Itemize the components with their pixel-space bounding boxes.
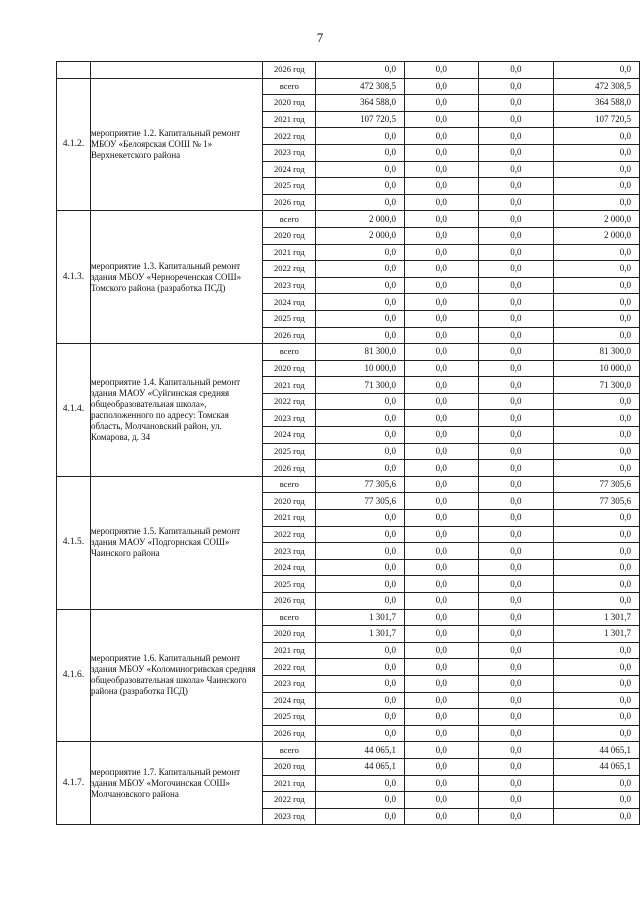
value-cell: 0,0 [554, 709, 640, 726]
value-cell: 0,0 [478, 460, 554, 477]
value-cell: 0,0 [478, 327, 554, 344]
value-cell: 0,0 [554, 559, 640, 576]
value-cell: 0,0 [554, 310, 640, 327]
value-cell: 0,0 [404, 128, 478, 145]
value-cell: 0,0 [478, 161, 554, 178]
value-cell: 0,0 [404, 675, 478, 692]
year-cell: 2022 год [263, 261, 316, 278]
value-cell: 0,0 [404, 294, 478, 311]
value-cell: 0,0 [404, 310, 478, 327]
year-cell: 2023 год [263, 410, 316, 427]
year-cell: 2020 год [263, 758, 316, 775]
value-cell: 0,0 [554, 178, 640, 195]
year-cell: 2026 год [263, 460, 316, 477]
year-cell: 2025 год [263, 443, 316, 460]
year-cell: 2022 год [263, 659, 316, 676]
year-cell: всего [263, 211, 316, 228]
item-name-cell: мероприятие 1.2. Капитальный ремонт МБОУ «Белоярская СОШ № 1» Верхнекетского района [90, 78, 263, 211]
item-name-cell [90, 62, 263, 79]
value-cell: 0,0 [478, 692, 554, 709]
value-cell: 0,0 [316, 443, 405, 460]
value-cell: 0,0 [316, 576, 405, 593]
value-cell: 0,0 [478, 111, 554, 128]
value-cell: 0,0 [316, 427, 405, 444]
value-cell: 0,0 [404, 758, 478, 775]
value-cell: 0,0 [554, 543, 640, 560]
value-cell: 0,0 [316, 775, 405, 792]
value-cell: 0,0 [404, 493, 478, 510]
value-cell: 0,0 [404, 510, 478, 527]
value-cell: 44 065,1 [316, 758, 405, 775]
value-cell: 0,0 [554, 593, 640, 610]
value-cell: 0,0 [554, 692, 640, 709]
value-cell: 2 000,0 [554, 211, 640, 228]
year-cell: 2024 год [263, 161, 316, 178]
year-cell: 2026 год [263, 593, 316, 610]
value-cell: 0,0 [478, 410, 554, 427]
year-cell: 2025 год [263, 178, 316, 195]
value-cell: 0,0 [478, 178, 554, 195]
value-cell: 0,0 [478, 709, 554, 726]
value-cell: 0,0 [478, 78, 554, 95]
value-cell: 107 720,5 [554, 111, 640, 128]
value-cell: 0,0 [404, 576, 478, 593]
value-cell: 0,0 [404, 775, 478, 792]
value-cell: 0,0 [316, 128, 405, 145]
year-cell: 2020 год [263, 360, 316, 377]
year-cell: 2020 год [263, 227, 316, 244]
value-cell: 0,0 [478, 526, 554, 543]
year-cell: 2023 год [263, 675, 316, 692]
value-cell: 0,0 [478, 593, 554, 610]
value-cell: 1 301,7 [316, 626, 405, 643]
value-cell: 0,0 [478, 211, 554, 228]
item-number-cell: 4.1.2. [57, 78, 91, 211]
value-cell: 0,0 [404, 792, 478, 809]
value-cell: 0,0 [478, 642, 554, 659]
year-cell: 2021 год [263, 775, 316, 792]
value-cell: 0,0 [316, 327, 405, 344]
year-cell: 2021 год [263, 244, 316, 261]
value-cell: 0,0 [554, 427, 640, 444]
value-cell: 0,0 [404, 277, 478, 294]
value-cell: 0,0 [478, 377, 554, 394]
value-cell: 0,0 [404, 178, 478, 195]
value-cell: 0,0 [404, 360, 478, 377]
item-name-cell: мероприятие 1.4. Капитальный ремонт здания МАОУ «Суйгинская средняя общеобразовательная школа», расположенного по адресу: Томская область, Молчановский район, ул. Комарова, д. 34 [90, 344, 263, 477]
value-cell: 107 720,5 [316, 111, 405, 128]
value-cell: 0,0 [554, 410, 640, 427]
value-cell: 0,0 [316, 277, 405, 294]
year-cell: 2020 год [263, 626, 316, 643]
value-cell: 0,0 [316, 161, 405, 178]
value-cell: 0,0 [404, 626, 478, 643]
year-cell: 2020 год [263, 493, 316, 510]
value-cell: 0,0 [404, 62, 478, 79]
value-cell: 0,0 [316, 510, 405, 527]
value-cell: 0,0 [478, 294, 554, 311]
value-cell: 0,0 [478, 144, 554, 161]
year-cell: 2021 год [263, 510, 316, 527]
year-cell: 2024 год [263, 559, 316, 576]
value-cell: 0,0 [554, 194, 640, 211]
value-cell: 77 305,6 [554, 476, 640, 493]
value-cell: 0,0 [554, 294, 640, 311]
value-cell: 0,0 [554, 327, 640, 344]
value-cell: 0,0 [404, 609, 478, 626]
value-cell: 0,0 [478, 675, 554, 692]
year-cell: 2022 год [263, 128, 316, 145]
table-row [57, 62, 640, 79]
value-cell: 0,0 [554, 393, 640, 410]
year-cell: 2026 год [263, 194, 316, 211]
table-row [57, 609, 640, 626]
value-cell: 0,0 [478, 510, 554, 527]
value-cell: 10 000,0 [554, 360, 640, 377]
year-cell: 2023 год [263, 277, 316, 294]
year-cell: всего [263, 742, 316, 759]
value-cell: 0,0 [478, 427, 554, 444]
value-cell: 0,0 [478, 95, 554, 112]
value-cell: 0,0 [316, 692, 405, 709]
value-cell: 0,0 [316, 642, 405, 659]
year-cell: всего [263, 344, 316, 361]
value-cell: 472 308,5 [316, 78, 405, 95]
year-cell: 2023 год [263, 808, 316, 825]
value-cell: 0,0 [554, 261, 640, 278]
value-cell: 0,0 [404, 659, 478, 676]
value-cell: 0,0 [478, 310, 554, 327]
value-cell: 0,0 [316, 543, 405, 560]
value-cell: 44 065,1 [316, 742, 405, 759]
value-cell: 0,0 [478, 792, 554, 809]
value-cell: 0,0 [404, 111, 478, 128]
value-cell: 0,0 [554, 277, 640, 294]
value-cell: 0,0 [316, 460, 405, 477]
value-cell: 0,0 [316, 261, 405, 278]
value-cell: 0,0 [478, 128, 554, 145]
year-cell: 2025 год [263, 709, 316, 726]
value-cell: 71 300,0 [554, 377, 640, 394]
value-cell: 0,0 [554, 161, 640, 178]
value-cell: 0,0 [478, 393, 554, 410]
year-cell: 2024 год [263, 692, 316, 709]
value-cell: 0,0 [316, 725, 405, 742]
item-name-cell: мероприятие 1.5. Капитальный ремонт здания МАОУ «Подгорнская СОШ» Чаинского района [90, 476, 263, 609]
table-row [57, 476, 640, 493]
value-cell: 0,0 [554, 460, 640, 477]
value-cell: 0,0 [554, 128, 640, 145]
value-cell: 0,0 [404, 244, 478, 261]
table-row [57, 742, 640, 759]
value-cell: 0,0 [316, 808, 405, 825]
year-cell: 2022 год [263, 393, 316, 410]
value-cell: 77 305,6 [554, 493, 640, 510]
value-cell: 0,0 [404, 443, 478, 460]
value-cell: 0,0 [554, 443, 640, 460]
value-cell: 0,0 [554, 775, 640, 792]
value-cell: 2 000,0 [316, 211, 405, 228]
value-cell: 0,0 [478, 62, 554, 79]
value-cell: 0,0 [404, 344, 478, 361]
value-cell: 0,0 [554, 642, 640, 659]
year-cell: 2023 год [263, 144, 316, 161]
value-cell: 0,0 [404, 393, 478, 410]
value-cell: 0,0 [316, 526, 405, 543]
value-cell: 0,0 [316, 792, 405, 809]
value-cell: 364 588,0 [316, 95, 405, 112]
value-cell: 0,0 [316, 62, 405, 79]
value-cell: 10 000,0 [316, 360, 405, 377]
value-cell: 0,0 [404, 161, 478, 178]
value-cell: 0,0 [478, 194, 554, 211]
item-name-cell: мероприятие 1.6. Капитальный ремонт здания МБОУ «Коломиногривская средняя общеобразовательная школа» Чаинского района (разработка ПСД) [90, 609, 263, 742]
value-cell: 0,0 [316, 194, 405, 211]
value-cell: 0,0 [316, 675, 405, 692]
value-cell: 0,0 [404, 593, 478, 610]
value-cell: 472 308,5 [554, 78, 640, 95]
value-cell: 0,0 [478, 775, 554, 792]
value-cell: 0,0 [404, 144, 478, 161]
page-number: 7 [316, 30, 324, 45]
value-cell: 0,0 [316, 559, 405, 576]
item-number-cell [57, 62, 91, 79]
value-cell: 0,0 [404, 327, 478, 344]
value-cell: 0,0 [404, 460, 478, 477]
item-number-cell: 4.1.5. [57, 476, 91, 609]
value-cell: 0,0 [404, 559, 478, 576]
value-cell: 2 000,0 [554, 227, 640, 244]
value-cell: 0,0 [478, 742, 554, 759]
value-cell: 2 000,0 [316, 227, 405, 244]
value-cell: 0,0 [554, 808, 640, 825]
value-cell: 0,0 [478, 261, 554, 278]
year-cell: 2022 год [263, 526, 316, 543]
value-cell: 0,0 [478, 443, 554, 460]
value-cell: 0,0 [404, 211, 478, 228]
year-cell: 2024 год [263, 294, 316, 311]
year-cell: 2025 год [263, 310, 316, 327]
value-cell: 0,0 [404, 377, 478, 394]
value-cell: 0,0 [554, 144, 640, 161]
table-row [57, 344, 640, 361]
value-cell: 0,0 [554, 725, 640, 742]
value-cell: 1 301,7 [554, 609, 640, 626]
value-cell: 0,0 [316, 244, 405, 261]
year-cell: всего [263, 78, 316, 95]
value-cell: 0,0 [478, 244, 554, 261]
table-row [57, 78, 640, 95]
value-cell: 0,0 [404, 808, 478, 825]
value-cell: 0,0 [404, 692, 478, 709]
value-cell: 0,0 [316, 310, 405, 327]
value-cell: 77 305,6 [316, 476, 405, 493]
value-cell: 0,0 [478, 344, 554, 361]
value-cell: 0,0 [404, 543, 478, 560]
value-cell: 0,0 [554, 244, 640, 261]
value-cell: 1 301,7 [554, 626, 640, 643]
value-cell: 0,0 [554, 675, 640, 692]
value-cell: 0,0 [478, 227, 554, 244]
year-cell: 2023 год [263, 543, 316, 560]
item-number-cell: 4.1.3. [57, 211, 91, 344]
value-cell: 0,0 [478, 476, 554, 493]
value-cell: 0,0 [404, 709, 478, 726]
year-cell: 2026 год [263, 62, 316, 79]
value-cell: 0,0 [404, 78, 478, 95]
value-cell: 0,0 [404, 742, 478, 759]
value-cell: 0,0 [478, 559, 554, 576]
value-cell: 0,0 [404, 642, 478, 659]
year-cell: 2022 год [263, 792, 316, 809]
item-number-cell: 4.1.4. [57, 344, 91, 477]
value-cell: 0,0 [404, 526, 478, 543]
value-cell: 0,0 [478, 543, 554, 560]
value-cell: 0,0 [316, 709, 405, 726]
budget-table [56, 61, 640, 825]
value-cell: 0,0 [554, 792, 640, 809]
value-cell: 0,0 [404, 227, 478, 244]
value-cell: 1 301,7 [316, 609, 405, 626]
value-cell: 0,0 [478, 493, 554, 510]
item-name-cell: мероприятие 1.7. Капитальный ремонт здания МБОУ «Могочинская СОШ» Молчановского района [90, 742, 263, 825]
value-cell: 0,0 [316, 294, 405, 311]
value-cell: 0,0 [478, 360, 554, 377]
value-cell: 0,0 [316, 410, 405, 427]
value-cell: 81 300,0 [554, 344, 640, 361]
year-cell: 2020 год [263, 95, 316, 112]
year-cell: 2026 год [263, 327, 316, 344]
value-cell: 0,0 [404, 261, 478, 278]
value-cell: 0,0 [404, 427, 478, 444]
value-cell: 0,0 [404, 476, 478, 493]
year-cell: 2025 год [263, 576, 316, 593]
value-cell: 0,0 [478, 808, 554, 825]
value-cell: 0,0 [316, 593, 405, 610]
year-cell: 2024 год [263, 427, 316, 444]
value-cell: 0,0 [404, 194, 478, 211]
year-cell: 2021 год [263, 111, 316, 128]
year-cell: всего [263, 476, 316, 493]
value-cell: 0,0 [554, 510, 640, 527]
value-cell: 0,0 [316, 393, 405, 410]
value-cell: 77 305,6 [316, 493, 405, 510]
value-cell: 0,0 [478, 277, 554, 294]
value-cell: 0,0 [316, 144, 405, 161]
item-number-cell: 4.1.7. [57, 742, 91, 825]
value-cell: 0,0 [478, 626, 554, 643]
value-cell: 0,0 [478, 725, 554, 742]
year-cell: 2021 год [263, 642, 316, 659]
value-cell: 0,0 [478, 609, 554, 626]
value-cell: 81 300,0 [316, 344, 405, 361]
value-cell: 71 300,0 [316, 377, 405, 394]
value-cell: 44 065,1 [554, 742, 640, 759]
value-cell: 0,0 [554, 526, 640, 543]
value-cell: 0,0 [478, 576, 554, 593]
value-cell: 0,0 [316, 178, 405, 195]
value-cell: 0,0 [554, 659, 640, 676]
value-cell: 0,0 [554, 576, 640, 593]
value-cell: 0,0 [478, 758, 554, 775]
value-cell: 0,0 [478, 659, 554, 676]
value-cell: 364 588,0 [554, 95, 640, 112]
value-cell: 44 065,1 [554, 758, 640, 775]
value-cell: 0,0 [554, 62, 640, 79]
table-row [57, 211, 640, 228]
year-cell: всего [263, 609, 316, 626]
year-cell: 2021 год [263, 377, 316, 394]
item-number-cell: 4.1.6. [57, 609, 91, 742]
value-cell: 0,0 [404, 95, 478, 112]
value-cell: 0,0 [316, 659, 405, 676]
value-cell: 0,0 [404, 725, 478, 742]
value-cell: 0,0 [404, 410, 478, 427]
item-name-cell: мероприятие 1.3. Капитальный ремонт здания МБОУ «Чернореченская СОШ» Томского района (разработка ПСД) [90, 211, 263, 344]
year-cell: 2026 год [263, 725, 316, 742]
